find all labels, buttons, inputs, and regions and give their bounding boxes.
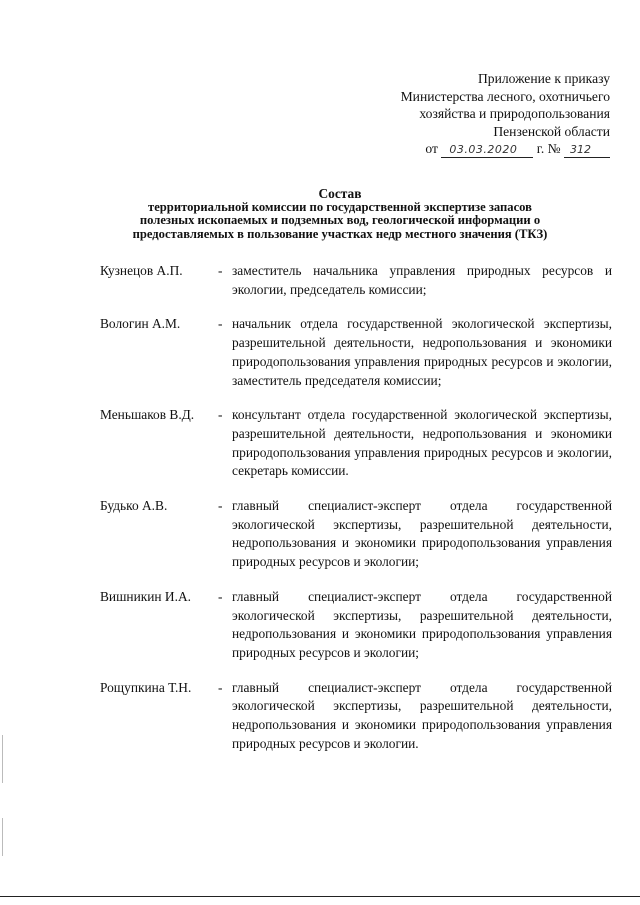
document-title [80, 187, 600, 241]
member-row [100, 262, 612, 299]
member-row [100, 588, 612, 663]
member-role: главный специалист-эксперт отдела государственной экологической экспертизы, разрешительной деятельности, недропользования и экономики природопользования управления природных ресурсов и экологии. [232, 679, 612, 751]
member-dash: - [218, 588, 223, 604]
order-date-handwritten: 03.03.2020 [441, 143, 533, 158]
year-number-label: г. № [536, 141, 561, 156]
member-dash: - [218, 316, 223, 332]
member-row [100, 406, 612, 481]
member-row [100, 497, 612, 572]
member-name: Кузнецов А.П. [100, 263, 183, 278]
member-dash: - [218, 498, 223, 514]
members-list [100, 262, 612, 753]
member-role: главный специалист-эксперт отдела государственной экологической экспертизы, разрешительной деятельности, недропользования и экономики природопользования управления природных ресурсов и экологии; [232, 498, 612, 570]
appendix-line-4: Пензенской области [493, 123, 610, 139]
member-name: Будько А.В. [100, 498, 168, 514]
member-dash: - [218, 407, 223, 423]
member-role: начальник отдела государственной экологической экспертизы, разрешительной деятельности, недропользования и экономики природопользования управления природных ресурсов и экологии, заместитель председателя комиссии; [232, 316, 612, 388]
title-line-3: предоставляемых в пользование участках недр местного значения (ТКЗ) [132, 226, 548, 241]
title-line-2: полезных ископаемых и подземных вод, геологической информации о [139, 213, 541, 228]
member-name: Вологин А.М. [100, 316, 181, 332]
member-role: консультант отдела государственной экологической экспертизы, разрешительной деятельности, недропользования и экономики природопользования управления природных ресурсов и экологии, секретарь комиссии. [232, 407, 612, 479]
order-date-line [310, 140, 610, 158]
member-dash: - [218, 679, 223, 695]
member-role: заместитель начальника управления природных ресурсов и экологии, председатель комиссии; [232, 263, 612, 297]
member-role: главный специалист-эксперт отдела государственной экологической экспертизы, разрешительной деятельности, недропользования и экономики природопользования управления природных ресурсов и экологии; [232, 588, 612, 660]
appendix-line-1: Приложение к приказу [477, 71, 610, 86]
member-name: Вишникин И.А. [100, 588, 191, 604]
member-dash: - [218, 263, 223, 278]
appendix-header [310, 70, 610, 158]
appendix-line-3: хозяйства и природопользования [419, 106, 610, 121]
scan-bottom-line [0, 896, 640, 897]
scan-edge-mark [2, 818, 3, 856]
member-name: Меньшаков В.Д. [100, 407, 195, 423]
member-name: Рощупкина Т.Н. [100, 679, 192, 695]
title-main: Состав [318, 186, 362, 201]
title-line-1: территориальной комиссии по государственной экспертизе запасов [148, 199, 532, 214]
member-row [100, 679, 612, 754]
from-label: от [425, 141, 438, 156]
order-number-handwritten: 312 [564, 143, 610, 158]
scan-edge-mark [2, 735, 3, 783]
member-row [100, 315, 612, 390]
appendix-line-2: Министерства лесного, охотничьего [400, 88, 610, 104]
